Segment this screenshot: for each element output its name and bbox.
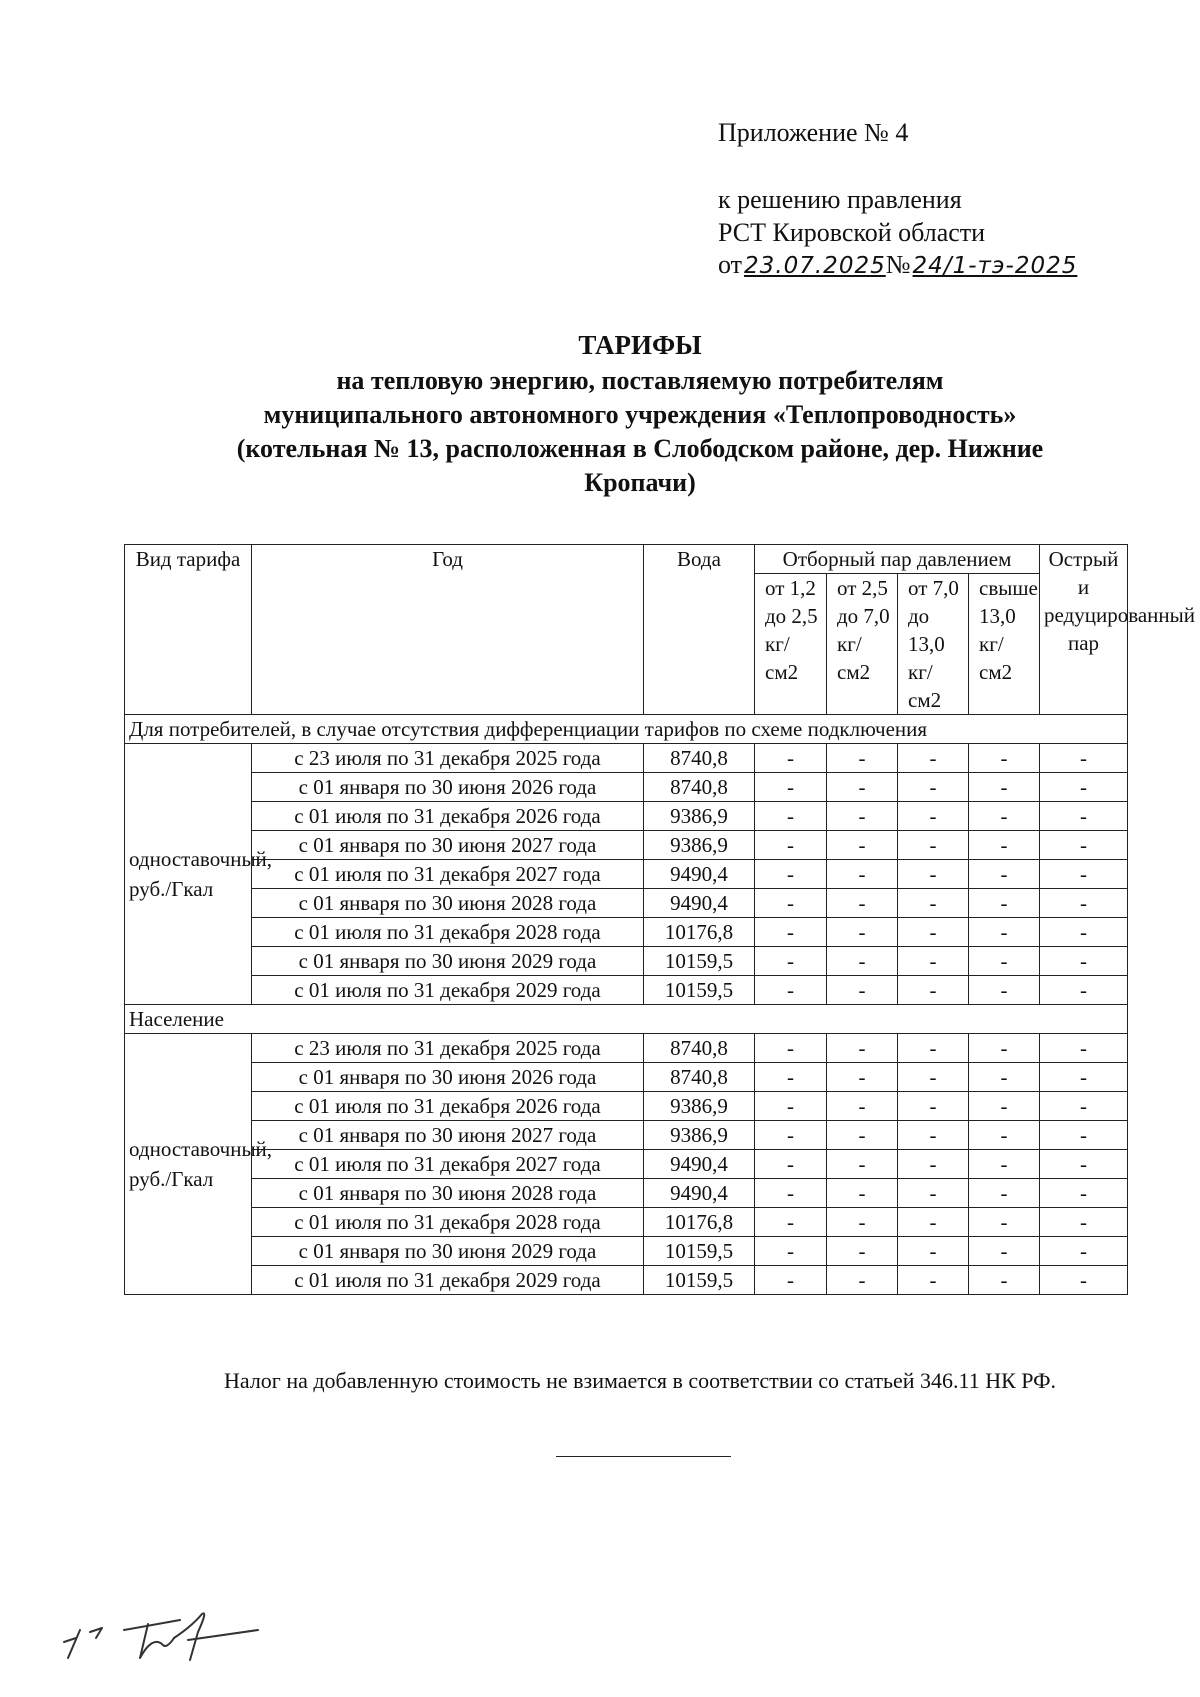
- steam-tariff-cell: -: [969, 889, 1040, 918]
- table-row: [125, 1034, 1128, 1063]
- table-row: [125, 889, 1128, 918]
- live-steam-cell: -: [1040, 744, 1128, 773]
- steam-tariff-cell: -: [827, 947, 898, 976]
- steam-tariff-cell: -: [827, 1266, 898, 1295]
- steam-tariff-cell: -: [898, 744, 969, 773]
- steam-tariff-cell: -: [969, 1092, 1040, 1121]
- steam-tariff-cell: -: [898, 831, 969, 860]
- steam-tariff-cell: -: [827, 1063, 898, 1092]
- steam-tariff-cell: -: [969, 773, 1040, 802]
- steam-tariff-cell: -: [898, 1034, 969, 1063]
- period-cell: с 01 января по 30 июня 2029 года: [252, 947, 644, 976]
- header-steam-2: от 2,5 до 7,0 кг/см2: [827, 574, 898, 715]
- steam-tariff-cell: -: [827, 831, 898, 860]
- period-cell: с 01 января по 30 июня 2027 года: [252, 831, 644, 860]
- water-tariff-cell: 10176,8: [644, 1208, 755, 1237]
- steam-tariff-cell: -: [827, 802, 898, 831]
- steam-tariff-cell: -: [755, 889, 827, 918]
- document-title: [120, 328, 1160, 500]
- steam-tariff-cell: -: [827, 889, 898, 918]
- live-steam-cell: -: [1040, 1237, 1128, 1266]
- steam-tariff-cell: -: [898, 889, 969, 918]
- decision-reference: к решению правления: [718, 185, 962, 214]
- steam-tariff-cell: -: [827, 976, 898, 1005]
- steam-tariff-cell: -: [827, 773, 898, 802]
- table-row: [125, 918, 1128, 947]
- steam-tariff-cell: -: [969, 1237, 1040, 1266]
- live-steam-cell: -: [1040, 1150, 1128, 1179]
- water-tariff-cell: 8740,8: [644, 773, 755, 802]
- water-tariff-cell: 10159,5: [644, 1266, 755, 1295]
- table-row: [125, 947, 1128, 976]
- table-row: [125, 976, 1128, 1005]
- steam-tariff-cell: -: [898, 860, 969, 889]
- water-tariff-cell: 10176,8: [644, 918, 755, 947]
- live-steam-cell: -: [1040, 976, 1128, 1005]
- header-tariff-type: Вид тарифа: [125, 545, 252, 715]
- period-cell: с 01 января по 30 июня 2029 года: [252, 1237, 644, 1266]
- steam-tariff-cell: -: [755, 1092, 827, 1121]
- table-row: [125, 1266, 1128, 1295]
- water-tariff-cell: 9490,4: [644, 889, 755, 918]
- live-steam-cell: -: [1040, 1266, 1128, 1295]
- live-steam-cell: -: [1040, 1121, 1128, 1150]
- table-row: [125, 1150, 1128, 1179]
- period-cell: с 01 января по 30 июня 2028 года: [252, 1179, 644, 1208]
- live-steam-cell: -: [1040, 1034, 1128, 1063]
- period-cell: с 01 июля по 31 декабря 2028 года: [252, 918, 644, 947]
- header-steam-3: от 7,0 до 13,0 кг/см2: [898, 574, 969, 715]
- header-water: Вода: [644, 545, 755, 715]
- header-year: Год: [252, 545, 644, 715]
- table-row: [125, 773, 1128, 802]
- steam-tariff-cell: -: [898, 1179, 969, 1208]
- handwritten-number: 24/1-тэ-2025: [912, 253, 1078, 279]
- water-tariff-cell: 9386,9: [644, 831, 755, 860]
- steam-tariff-cell: -: [755, 831, 827, 860]
- table-row: [125, 1208, 1128, 1237]
- table-row: [125, 860, 1128, 889]
- handwritten-date: 23.07.2025: [744, 253, 886, 279]
- section-row: [125, 1005, 1128, 1034]
- live-steam-cell: -: [1040, 1092, 1128, 1121]
- steam-tariff-cell: -: [755, 1150, 827, 1179]
- header-steam-group: Отборный пар давлением: [755, 545, 1040, 574]
- period-cell: с 23 июля по 31 декабря 2025 года: [252, 744, 644, 773]
- appendix-label: Приложение № 4: [718, 118, 909, 147]
- section-title: Население: [125, 1005, 1128, 1034]
- steam-tariff-cell: -: [827, 1034, 898, 1063]
- steam-tariff-cell: -: [969, 1063, 1040, 1092]
- live-steam-cell: -: [1040, 802, 1128, 831]
- steam-tariff-cell: -: [755, 1266, 827, 1295]
- period-cell: с 01 января по 30 июня 2026 года: [252, 773, 644, 802]
- steam-tariff-cell: -: [827, 1092, 898, 1121]
- steam-tariff-cell: -: [969, 918, 1040, 947]
- tariff-table: [124, 544, 1196, 1295]
- steam-tariff-cell: -: [755, 976, 827, 1005]
- steam-tariff-cell: -: [827, 744, 898, 773]
- table-row: [125, 1179, 1128, 1208]
- live-steam-cell: -: [1040, 889, 1128, 918]
- steam-tariff-cell: -: [755, 860, 827, 889]
- water-tariff-cell: 8740,8: [644, 1063, 755, 1092]
- steam-tariff-cell: -: [898, 1150, 969, 1179]
- steam-tariff-cell: -: [898, 947, 969, 976]
- steam-tariff-cell: -: [969, 947, 1040, 976]
- period-cell: с 01 января по 30 июня 2027 года: [252, 1121, 644, 1150]
- steam-tariff-cell: -: [898, 1266, 969, 1295]
- steam-tariff-cell: -: [755, 802, 827, 831]
- period-cell: с 01 июля по 31 декабря 2026 года: [252, 802, 644, 831]
- period-cell: с 01 января по 30 июня 2026 года: [252, 1063, 644, 1092]
- table-row: [125, 1237, 1128, 1266]
- water-tariff-cell: 10159,5: [644, 1237, 755, 1266]
- steam-tariff-cell: -: [755, 773, 827, 802]
- steam-tariff-cell: -: [827, 1179, 898, 1208]
- table-row: [125, 802, 1128, 831]
- period-cell: с 01 июля по 31 декабря 2029 года: [252, 976, 644, 1005]
- live-steam-cell: -: [1040, 1063, 1128, 1092]
- period-cell: с 01 июля по 31 декабря 2027 года: [252, 1150, 644, 1179]
- period-cell: с 01 июля по 31 декабря 2027 года: [252, 860, 644, 889]
- steam-tariff-cell: -: [755, 947, 827, 976]
- steam-tariff-cell: -: [969, 802, 1040, 831]
- steam-tariff-cell: -: [827, 1208, 898, 1237]
- title-line-4: Кропачи): [584, 468, 696, 497]
- tariff-type-cell: одноставочный, руб./Гкал: [125, 744, 252, 1005]
- steam-tariff-cell: -: [969, 831, 1040, 860]
- period-cell: с 01 июля по 31 декабря 2026 года: [252, 1092, 644, 1121]
- steam-tariff-cell: -: [969, 1266, 1040, 1295]
- header-live-steam: Острый и редуцированный пар: [1040, 545, 1128, 715]
- water-tariff-cell: 10159,5: [644, 976, 755, 1005]
- tax-note: Налог на добавленную стоимость не взимается в соответствии со статьей 346.11 НК РФ.: [223, 1368, 1057, 1393]
- number-label: №: [885, 250, 911, 279]
- steam-tariff-cell: -: [755, 918, 827, 947]
- steam-tariff-cell: -: [969, 1150, 1040, 1179]
- steam-tariff-cell: -: [969, 1121, 1040, 1150]
- live-steam-cell: -: [1040, 860, 1128, 889]
- period-cell: с 23 июля по 31 декабря 2025 года: [252, 1034, 644, 1063]
- water-tariff-cell: 9386,9: [644, 1121, 755, 1150]
- live-steam-cell: -: [1040, 947, 1128, 976]
- steam-tariff-cell: -: [827, 918, 898, 947]
- steam-tariff-cell: -: [755, 1179, 827, 1208]
- steam-tariff-cell: -: [898, 1208, 969, 1237]
- steam-tariff-cell: -: [898, 802, 969, 831]
- end-divider: [556, 1456, 731, 1457]
- steam-tariff-cell: -: [755, 1237, 827, 1266]
- live-steam-cell: -: [1040, 1208, 1128, 1237]
- steam-tariff-cell: -: [898, 1237, 969, 1266]
- steam-tariff-cell: -: [755, 1034, 827, 1063]
- steam-tariff-cell: -: [827, 1121, 898, 1150]
- steam-tariff-cell: -: [898, 1092, 969, 1121]
- table-row: [125, 1121, 1128, 1150]
- steam-tariff-cell: -: [969, 1179, 1040, 1208]
- table-row: [125, 1092, 1128, 1121]
- live-steam-cell: -: [1040, 918, 1128, 947]
- table-row: [125, 1063, 1128, 1092]
- steam-tariff-cell: -: [898, 918, 969, 947]
- table-row: [125, 831, 1128, 860]
- water-tariff-cell: 9490,4: [644, 860, 755, 889]
- decree-line: [718, 248, 1077, 283]
- section-row: [125, 715, 1128, 744]
- steam-tariff-cell: -: [969, 1208, 1040, 1237]
- period-cell: с 01 января по 30 июня 2028 года: [252, 889, 644, 918]
- water-tariff-cell: 10159,5: [644, 947, 755, 976]
- steam-tariff-cell: -: [898, 773, 969, 802]
- steam-tariff-cell: -: [969, 860, 1040, 889]
- steam-tariff-cell: -: [827, 1237, 898, 1266]
- steam-tariff-cell: -: [969, 744, 1040, 773]
- title-line-1: на тепловую энергию, поставляемую потребителям: [336, 366, 944, 395]
- steam-tariff-cell: -: [755, 744, 827, 773]
- title-main: ТАРИФЫ: [578, 330, 702, 360]
- water-tariff-cell: 9386,9: [644, 1092, 755, 1121]
- live-steam-cell: -: [1040, 773, 1128, 802]
- period-cell: с 01 июля по 31 декабря 2028 года: [252, 1208, 644, 1237]
- title-line-2: муниципального автономного учреждения «Теплопроводность»: [263, 400, 1017, 429]
- steam-tariff-cell: -: [969, 1034, 1040, 1063]
- steam-tariff-cell: -: [898, 1063, 969, 1092]
- water-tariff-cell: 9490,4: [644, 1179, 755, 1208]
- steam-tariff-cell: -: [898, 976, 969, 1005]
- water-tariff-cell: 8740,8: [644, 744, 755, 773]
- authority-name: РСТ Кировской области: [718, 218, 986, 247]
- steam-tariff-cell: -: [755, 1121, 827, 1150]
- title-line-3: (котельная № 13, расположенная в Слободском районе, дер. Нижние: [236, 434, 1044, 463]
- tariff-type-cell: одноставочный, руб./Гкал: [125, 1034, 252, 1295]
- steam-tariff-cell: -: [755, 1063, 827, 1092]
- water-tariff-cell: 9490,4: [644, 1150, 755, 1179]
- live-steam-cell: -: [1040, 1179, 1128, 1208]
- section-title: Для потребителей, в случае отсутствия дифференциации тарифов по схеме подключения: [125, 715, 1128, 744]
- table-row: [125, 744, 1128, 773]
- steam-tariff-cell: -: [827, 1150, 898, 1179]
- from-label: от: [718, 250, 743, 279]
- header-steam-1: от 1,2 до 2,5 кг/см2: [755, 574, 827, 715]
- header-steam-4: свыше 13,0 кг/см2: [969, 574, 1040, 715]
- water-tariff-cell: 9386,9: [644, 802, 755, 831]
- steam-tariff-cell: -: [969, 976, 1040, 1005]
- period-cell: с 01 июля по 31 декабря 2029 года: [252, 1266, 644, 1295]
- steam-tariff-cell: -: [827, 860, 898, 889]
- signature-icon: [62, 1608, 292, 1668]
- steam-tariff-cell: -: [898, 1121, 969, 1150]
- live-steam-cell: -: [1040, 831, 1128, 860]
- header-row-1: [125, 545, 1128, 574]
- water-tariff-cell: 8740,8: [644, 1034, 755, 1063]
- tariff-table-body: [125, 715, 1128, 1295]
- steam-tariff-cell: -: [755, 1208, 827, 1237]
